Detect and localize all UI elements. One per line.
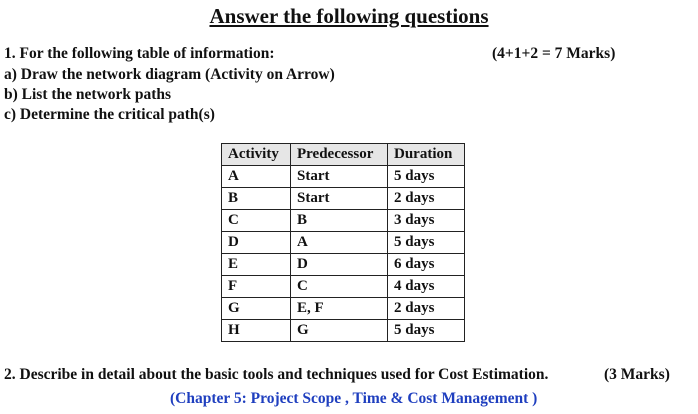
duration-cell: 4 days	[388, 276, 465, 298]
table-row	[222, 166, 465, 188]
table-row	[222, 298, 465, 320]
header-duration: Duration	[388, 144, 465, 166]
predecessor-cell: C	[291, 276, 388, 298]
question-2-text: 2. Describe in detail about the basic tools and techniques used for Cost Estimation.	[4, 366, 549, 383]
table-row	[222, 188, 465, 210]
predecessor-cell: A	[291, 232, 388, 254]
predecessor-cell: D	[291, 254, 388, 276]
table-row	[222, 210, 465, 232]
question-2-marks: (3 Marks)	[604, 366, 670, 383]
header-activity: Activity	[222, 144, 291, 166]
activity-cell: A	[222, 166, 291, 188]
activity-cell: D	[222, 232, 291, 254]
page-title: Answer the following questions	[209, 4, 489, 28]
predecessor-cell: G	[291, 320, 388, 342]
predecessor-cell: B	[291, 210, 388, 232]
activity-cell: B	[222, 188, 291, 210]
activity-cell: E	[222, 254, 291, 276]
question-1-part-c: c) Determine the critical path(s)	[4, 106, 215, 123]
activity-cell: F	[222, 276, 291, 298]
duration-cell: 3 days	[388, 210, 465, 232]
predecessor-cell: Start	[291, 166, 388, 188]
question-1-part-a: a) Draw the network diagram (Activity on Arrow)	[4, 66, 335, 83]
duration-cell: 2 days	[388, 188, 465, 210]
duration-cell: 5 days	[388, 320, 465, 342]
question-1-part-b: b) List the network paths	[4, 86, 172, 103]
question-1-marks: (4+1+2 = 7 Marks)	[492, 45, 616, 62]
activity-table	[221, 143, 465, 342]
duration-cell: 5 days	[388, 232, 465, 254]
question-1-heading: 1. For the following table of information:	[4, 45, 275, 62]
duration-cell: 2 days	[388, 298, 465, 320]
table-row	[222, 232, 465, 254]
predecessor-cell: E, F	[291, 298, 388, 320]
activity-cell: C	[222, 210, 291, 232]
duration-cell: 6 days	[388, 254, 465, 276]
table-row	[222, 276, 465, 298]
table-header-row	[222, 144, 465, 166]
activity-cell: H	[222, 320, 291, 342]
table-row	[222, 320, 465, 342]
predecessor-cell: Start	[291, 188, 388, 210]
duration-cell: 5 days	[388, 166, 465, 188]
table-row	[222, 254, 465, 276]
activity-cell: G	[222, 298, 291, 320]
chapter-reference: (Chapter 5: Project Scope , Time & Cost Management )	[170, 390, 538, 407]
header-predecessor: Predecessor	[291, 144, 388, 166]
